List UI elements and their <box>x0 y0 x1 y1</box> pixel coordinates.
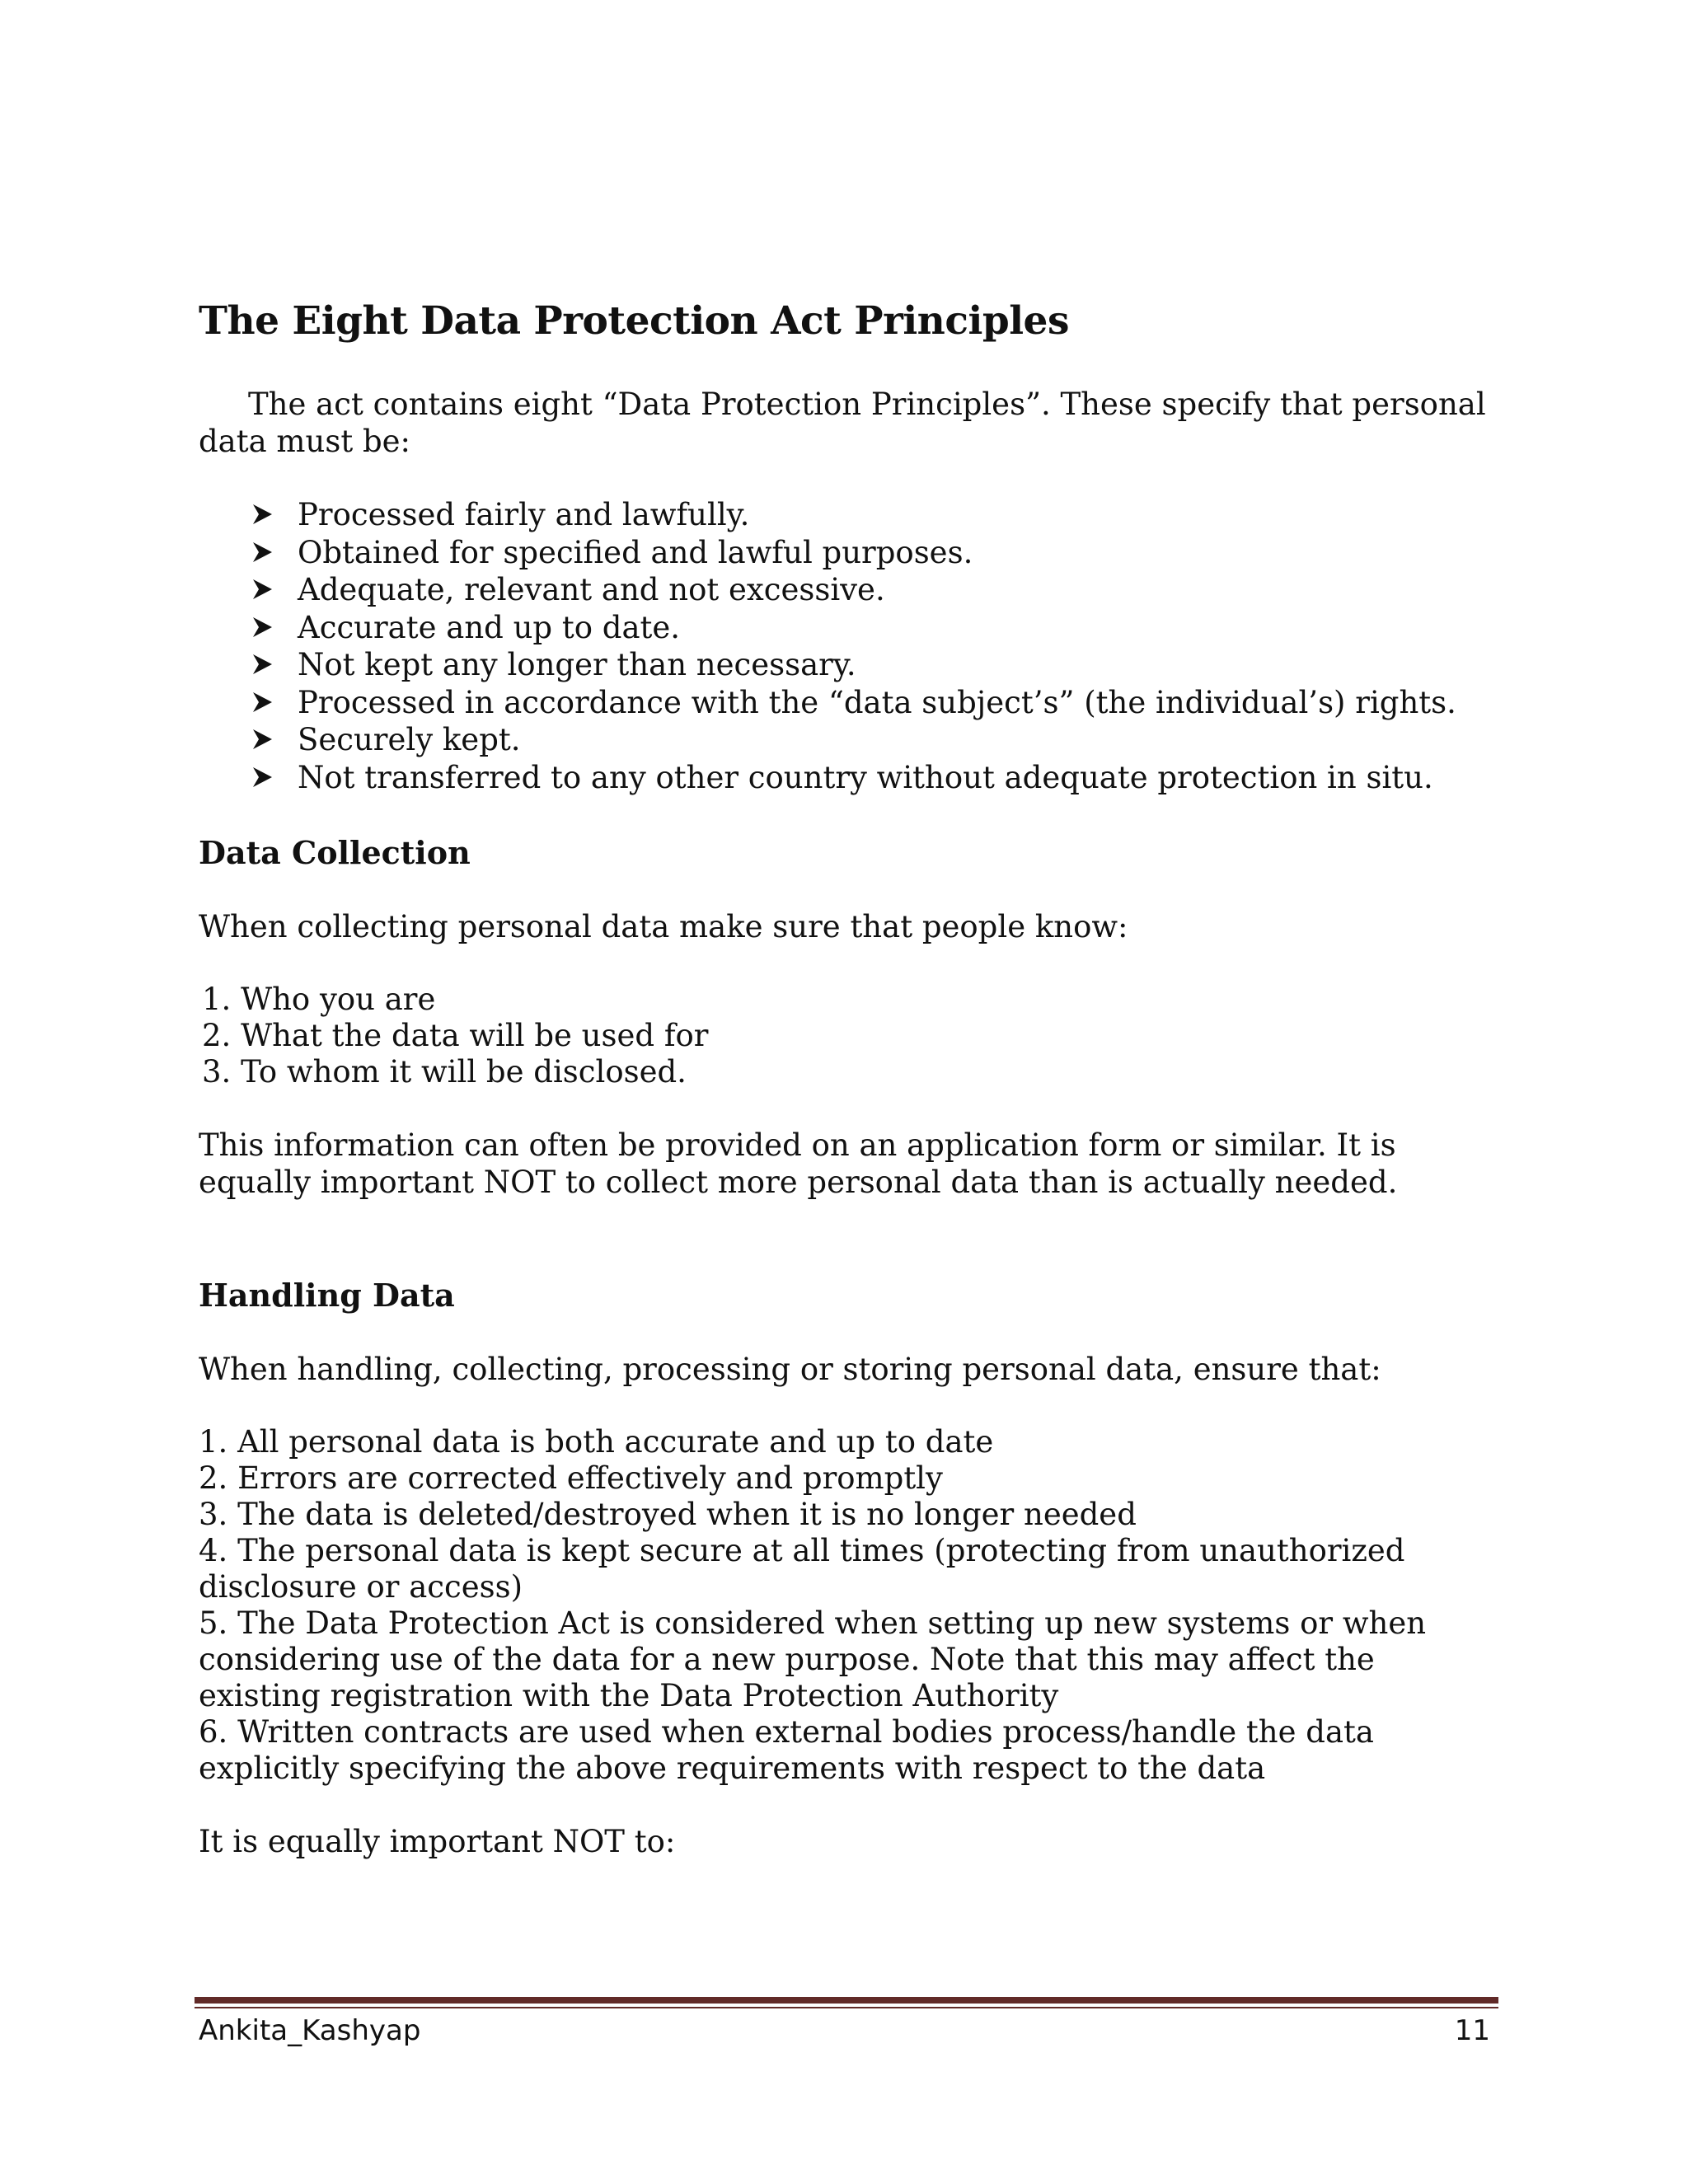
arrow-bullet-icon <box>250 577 274 602</box>
principle-text: Adequate, relevant and not excessive. <box>298 572 885 608</box>
arrow-bullet-icon <box>250 502 274 527</box>
list-item: 6. Written contracts are used when external bodies process/handle the data explicitly specifying the above requirements with respect to the data <box>199 1713 1374 1786</box>
principle-text: Securely kept. <box>298 722 521 758</box>
principle-text: Not transferred to any other country without adequate protection in situ. <box>298 759 1433 795</box>
page-number: 11 <box>1454 2014 1490 2047</box>
list-item: 3. To whom it will be disclosed. <box>202 1053 687 1090</box>
handling-data-heading: Handling Data <box>199 1276 455 1314</box>
arrow-bullet-icon <box>250 540 274 565</box>
principles-list <box>199 496 1501 796</box>
arrow-bullet-icon <box>250 652 274 677</box>
list-item: 5. The Data Protection Act is considered when setting up new systems or when considering use of the data for a new purpose. Note that this may affect the existing registration with the Data Protection Authority <box>199 1605 1427 1713</box>
handling-data-list <box>199 1424 1501 1787</box>
list-item <box>250 534 1501 572</box>
list-item: 2. Errors are corrected effectively and promptly <box>199 1460 943 1496</box>
list-item <box>250 646 1501 684</box>
handling-data-lead: When handling, collecting, processing or storing personal data, ensure that: <box>199 1351 1381 1387</box>
principle-text: Obtained for specified and lawful purposes. <box>298 534 973 570</box>
arrow-bullet-icon <box>250 765 274 790</box>
list-item: 1. Who you are <box>202 981 436 1017</box>
list-item <box>250 721 1501 759</box>
list-item: 2. What the data will be used for <box>202 1017 709 1053</box>
principle-text: Processed in accordance with the “data subject’s” (the individual’s) rights. <box>298 684 1456 720</box>
data-collection-note: This information can often be provided on an application form or similar. It is equally important NOT to collect more personal data than is actually needed. <box>199 1127 1398 1200</box>
arrow-bullet-icon <box>250 690 274 715</box>
list-item <box>250 496 1501 534</box>
data-collection-heading: Data Collection <box>199 834 471 872</box>
principle-text: Accurate and up to date. <box>298 609 681 645</box>
principle-text: Not kept any longer than necessary. <box>298 647 856 683</box>
footer-author: Ankita_Kashyap <box>199 2014 421 2047</box>
principle-text: Processed fairly and lawfully. <box>298 497 750 533</box>
page-title: The Eight Data Protection Act Principles <box>199 298 1069 344</box>
handling-data-closing: It is equally important NOT to: <box>199 1823 676 1859</box>
list-item <box>250 609 1501 647</box>
arrow-bullet-icon <box>250 615 274 640</box>
list-item: 3. The data is deleted/destroyed when it is no longer needed <box>199 1496 1137 1532</box>
list-item <box>250 759 1501 797</box>
intro-paragraph: The act contains eight “Data Protection Principles”. These specify that personal data must be: <box>199 387 1486 460</box>
footer-divider-thin <box>195 2007 1498 2008</box>
list-item <box>250 684 1501 722</box>
arrow-bullet-icon <box>250 727 274 752</box>
footer-divider <box>195 1997 1498 2004</box>
list-item <box>250 571 1501 609</box>
data-collection-list <box>199 982 1501 1090</box>
list-item: 1. All personal data is both accurate and up to date <box>199 1423 994 1460</box>
page-content <box>199 298 1501 1860</box>
data-collection-lead: When collecting personal data make sure that people know: <box>199 908 1128 944</box>
list-item: 4. The personal data is kept secure at all times (protecting from unauthorized disclosure or access) <box>199 1532 1405 1605</box>
